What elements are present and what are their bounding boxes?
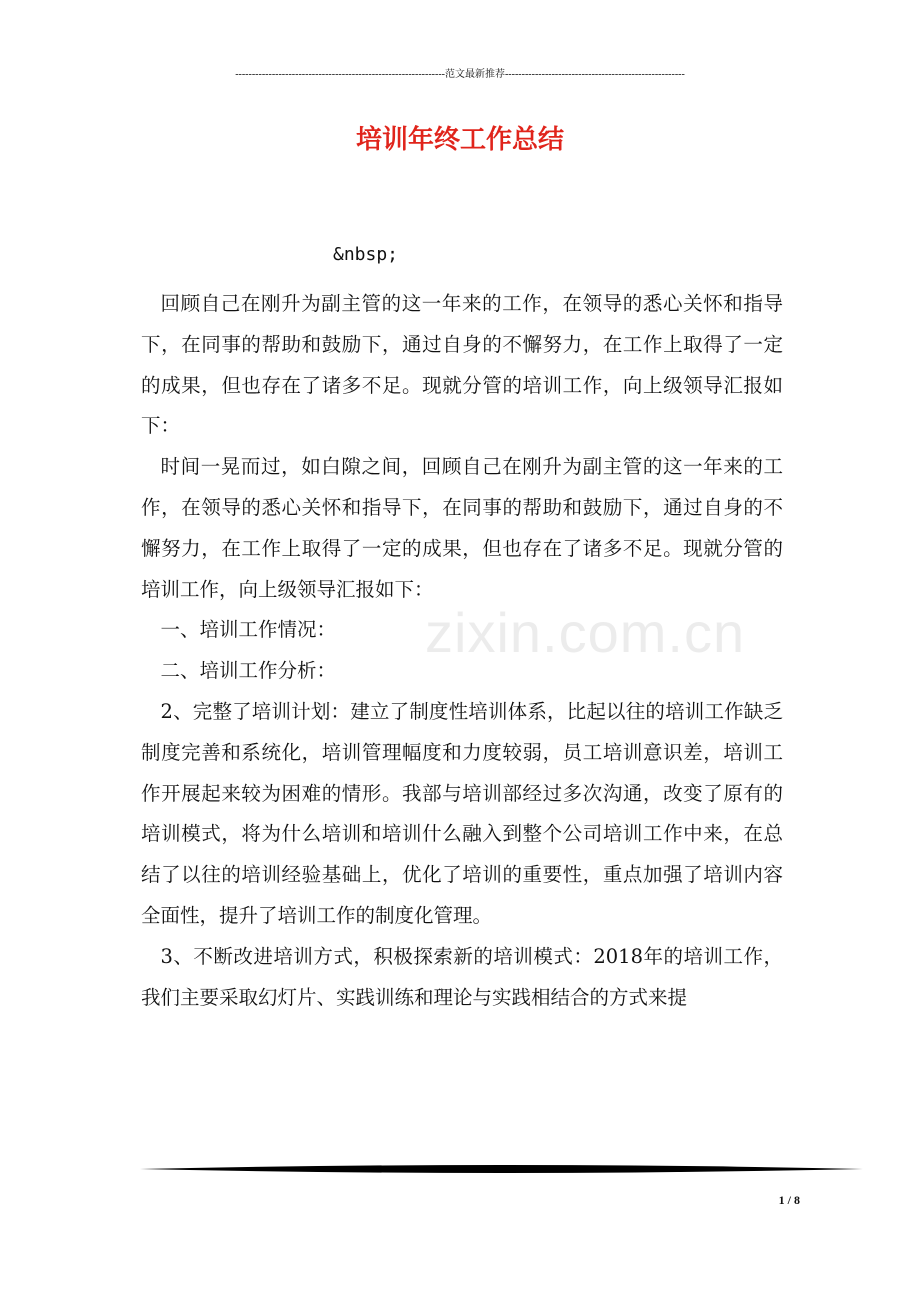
document-title: 培训年终工作总结 [355, 125, 564, 155]
document-body [141, 284, 783, 1018]
header-banner: ---------------------------------------------------------------范文最新推荐------------------------------------------------------ [235, 69, 685, 80]
footer-divider [140, 1163, 863, 1175]
paragraph: 回顾自己在刚升为副主管的这一年来的工作，在领导的悉心关怀和指导下，在同事的帮助和鼓励下，通过自身的不懈努力，在工作上取得了一定的成果，但也存在了诸多不足。现就分管的培训工作，向上级领导汇报如下： [141, 292, 783, 438]
paragraph: 一、培训工作情况： [160, 618, 337, 642]
paragraph: 3、不断改进培训方式，积极探索新的培训模式：2018年的培训工作，我们主要采取幻灯片、实践训练和理论与实践相结合的方式来提 [141, 944, 783, 1009]
paragraph: 二、培训工作分析： [160, 659, 337, 683]
watermark: zixin.com.cn [425, 601, 746, 664]
page-number: 1 / 8 [778, 1193, 800, 1207]
paragraph: 时间一晃而过，如白隙之间，回顾自己在刚升为副主管的这一年来的工作，在领导的悉心关怀和指导下，在同事的帮助和鼓励下，通过自身的不懈努力，在工作上取得了一定的成果，但也存在了诸多不足。现就分管的培训工作，向上级领导汇报如下： [141, 455, 783, 601]
paragraph: 2、完整了培训计划：建立了制度性培训体系，比起以往的培训工作缺乏制度完善和系统化，培训管理幅度和力度较弱，员工培训意识差，培训工作开展起来较为困难的情形。我部与培训部经过多次沟通，改变了原有的培训模式，将为什么培训和培训什么融入到整个公司培训工作中来，在总结了以往的培训经验基础上，优化了培训的重要性，重点加强了培训内容全面性，提升了培训工作的制度化管理。 [141, 699, 783, 927]
nbsp-text: &nbsp; [333, 244, 399, 265]
